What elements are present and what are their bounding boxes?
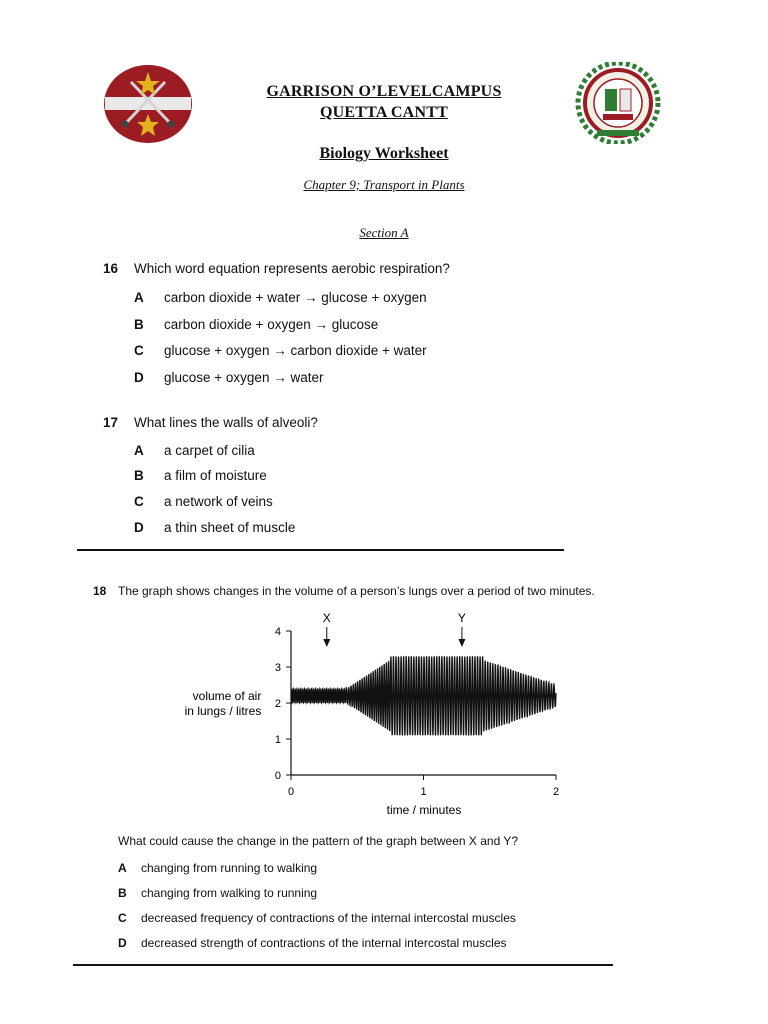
y-tick-label: 0	[274, 770, 281, 782]
army-logo	[103, 64, 193, 144]
option-text: carbon dioxide + oxygen → glucose	[164, 317, 379, 332]
option-text: decreased strength of contractions of the internal intercostal muscles	[141, 936, 507, 950]
option-text: decreased frequency of contractions of the internal intercostal muscles	[141, 911, 516, 925]
option-text: changing from walking to running	[141, 886, 318, 900]
question-text: The graph shows changes in the volume of a person’s lungs over a period of two minutes.	[118, 584, 595, 598]
option-letter: A	[134, 443, 144, 458]
school-name: GARRISON O’LEVELCAMPUS	[266, 83, 502, 100]
chapter-title: Chapter 9; Transport in Plants	[303, 177, 465, 192]
x-tick-label: 1	[420, 786, 427, 798]
y-tick-label: 3	[274, 662, 281, 674]
option-letter: D	[134, 520, 144, 535]
option-text: a carpet of cilia	[164, 443, 255, 458]
question-number: 17	[103, 415, 119, 430]
option-letter: D	[118, 936, 127, 950]
option-letter: B	[134, 317, 144, 332]
campus-logo	[575, 62, 661, 144]
x-tick-label: 0	[287, 786, 295, 798]
lung-volume-chart	[0, 600, 768, 825]
marker-label: Y	[457, 611, 466, 625]
option-text: carbon dioxide + water → glucose + oxygen	[164, 290, 427, 305]
option-letter: C	[118, 911, 127, 925]
y-tick-label: 2	[274, 698, 281, 710]
option-letter: B	[118, 886, 127, 900]
y-axis-label: in lungs / litres	[184, 704, 262, 718]
option-text: glucose + oxygen → water	[164, 370, 324, 385]
school-location: QUETTA CANTT	[320, 104, 448, 121]
option-letter: A	[118, 861, 127, 875]
question-number: 16	[103, 261, 119, 276]
option-text: a thin sheet of muscle	[164, 520, 296, 535]
option-text: a network of veins	[164, 494, 273, 509]
option-text: a film of moisture	[164, 468, 267, 483]
x-tick-label: 2	[552, 786, 560, 798]
marker-label: X	[322, 611, 331, 625]
campus-crest-icon	[575, 62, 661, 144]
lung-volume-line	[291, 656, 556, 735]
option-letter: A	[134, 290, 144, 305]
option-letter: D	[134, 370, 144, 385]
marker-arrowhead	[323, 639, 330, 647]
option-letter: B	[134, 468, 144, 483]
y-tick-label: 4	[274, 626, 281, 638]
option-letter: C	[134, 494, 144, 509]
option-text: changing from running to walking	[141, 861, 318, 875]
divider	[73, 964, 613, 966]
option-letter: C	[134, 343, 144, 358]
divider	[77, 549, 564, 551]
worksheet-title: Biology Worksheet	[319, 145, 449, 162]
marker-arrowhead	[458, 639, 465, 647]
section-title: Section A	[359, 225, 409, 240]
question-text: What lines the walls of alveoli?	[134, 415, 318, 430]
question-text: Which word equation represents aerobic respiration?	[134, 261, 450, 276]
option-text: glucose + oxygen → carbon dioxide + water	[164, 343, 427, 358]
x-axis-label: time / minutes	[386, 803, 462, 817]
army-emblem-icon	[103, 64, 193, 144]
question-number: 18	[93, 584, 107, 598]
question-followup: What could cause the change in the pattern of the graph between X and Y?	[118, 834, 519, 848]
y-tick-label: 1	[274, 734, 281, 746]
y-axis-label: volume of air	[192, 689, 262, 703]
